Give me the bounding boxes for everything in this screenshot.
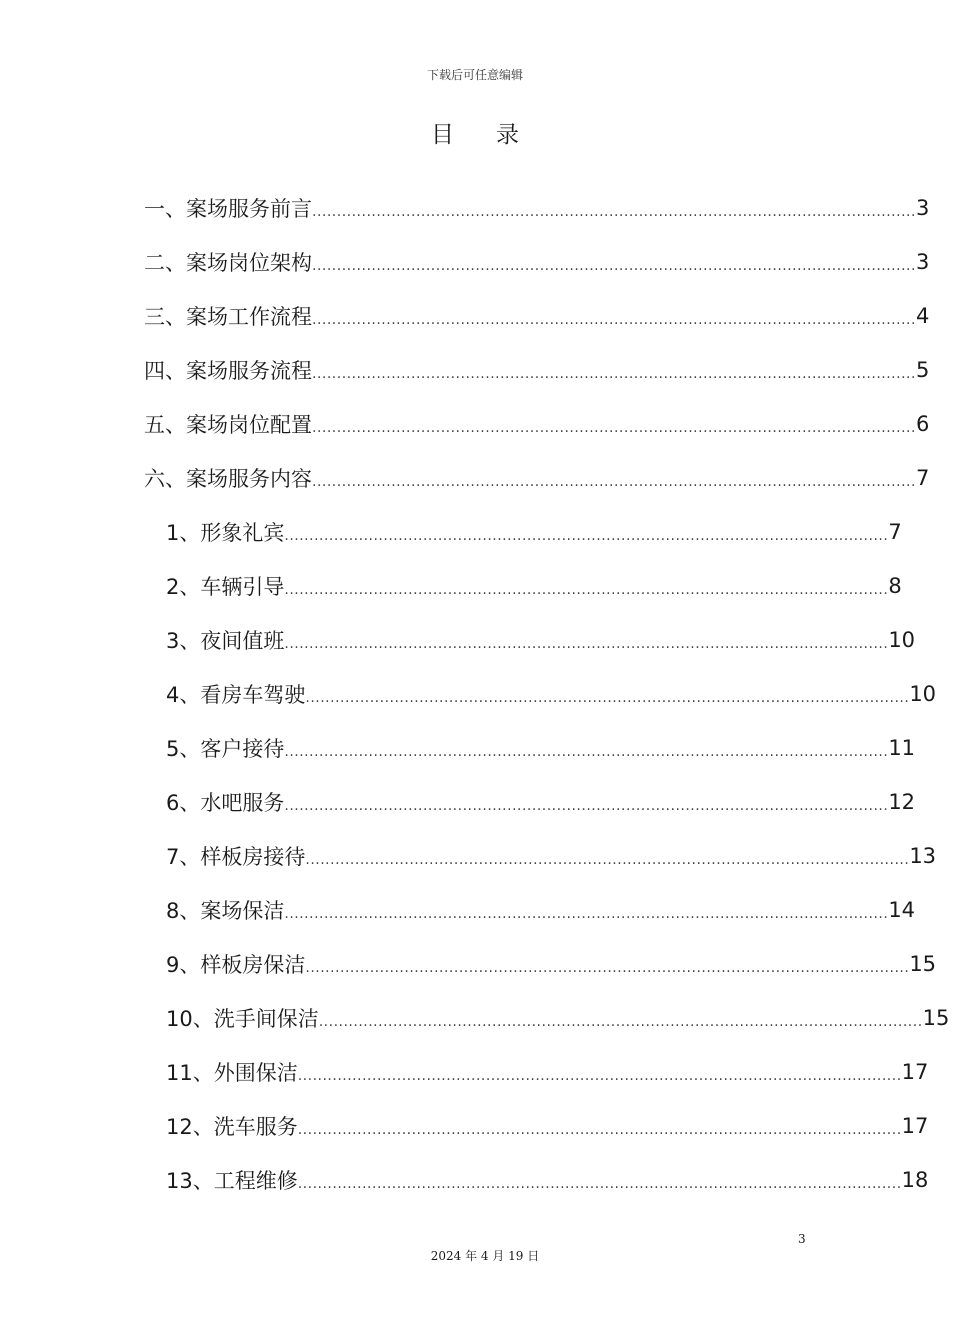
toc-entry[interactable] bbox=[144, 190, 930, 226]
toc-subentry[interactable] bbox=[166, 1108, 929, 1144]
dot-leader: .......................................................................................................................... bbox=[312, 204, 916, 220]
dot-leader: .......................................................................................................................... bbox=[305, 690, 910, 706]
toc-entry-label: 五、案场岗位配置 bbox=[144, 413, 312, 437]
toc-entry-page: 7 bbox=[888, 520, 902, 544]
dot-leader: .......................................................................................................................... bbox=[312, 366, 916, 382]
toc-subentry[interactable] bbox=[166, 730, 916, 766]
toc-entry-page: 6 bbox=[915, 412, 930, 436]
toc-entry-label: 3、夜间值班 bbox=[166, 629, 285, 653]
toc-entry-label: 1、形象礼宾 bbox=[166, 521, 285, 545]
toc-entry-label: 12、洗车服务 bbox=[166, 1115, 298, 1139]
toc-entry-label: 四、案场服务流程 bbox=[144, 359, 312, 383]
toc-entry-page: 12 bbox=[888, 790, 916, 814]
dot-leader: .......................................................................................................................... bbox=[284, 636, 889, 652]
toc-subentry[interactable] bbox=[166, 514, 902, 550]
toc-entry-page: 11 bbox=[888, 736, 916, 760]
toc-entry-label: 11、外围保洁 bbox=[166, 1061, 298, 1085]
toc-entry-label: 7、样板房接待 bbox=[166, 845, 306, 869]
toc-subentry[interactable] bbox=[166, 1000, 950, 1036]
toc-entry-page: 18 bbox=[901, 1168, 929, 1192]
toc-entry-page: 13 bbox=[909, 844, 937, 868]
toc-entry-label: 10、洗手间保洁 bbox=[166, 1007, 319, 1031]
toc-entry-label: 2、车辆引导 bbox=[166, 575, 285, 599]
toc-entry[interactable] bbox=[144, 406, 930, 442]
toc-entry-label: 8、案场保洁 bbox=[166, 899, 285, 923]
toc-subentry[interactable] bbox=[166, 622, 916, 658]
dot-leader: .......................................................................................................................... bbox=[312, 420, 916, 436]
toc-entry-page: 10 bbox=[909, 682, 937, 706]
dot-leader: .......................................................................................................................... bbox=[284, 528, 889, 544]
dot-leader: .......................................................................................................................... bbox=[297, 1176, 902, 1192]
toc-subentry[interactable] bbox=[166, 1054, 929, 1090]
toc-entry-label: 六、案场服务内容 bbox=[144, 467, 312, 491]
toc-entry-label: 5、客户接待 bbox=[166, 737, 285, 761]
dot-leader: .......................................................................................................................... bbox=[297, 1122, 902, 1138]
toc-entry-page: 15 bbox=[922, 1006, 950, 1030]
page-header: 下载后可任意编辑 bbox=[426, 68, 523, 82]
toc-entry-page: 14 bbox=[888, 898, 916, 922]
toc-subentry[interactable] bbox=[166, 568, 902, 604]
toc-entry-page: 17 bbox=[901, 1060, 929, 1084]
toc-entry-label: 一、案场服务前言 bbox=[144, 197, 312, 221]
title-char-1: 目 bbox=[431, 122, 454, 148]
toc-entry-label: 二、案场岗位架构 bbox=[144, 251, 312, 275]
toc-entry-page: 10 bbox=[888, 628, 916, 652]
toc-subentry[interactable] bbox=[166, 784, 916, 820]
toc-entry-page: 3 bbox=[915, 196, 930, 220]
toc-entry-page: 8 bbox=[888, 574, 902, 598]
toc-entry[interactable] bbox=[144, 352, 930, 388]
dot-leader: .......................................................................................................................... bbox=[305, 960, 910, 976]
dot-leader: .......................................................................................................................... bbox=[312, 258, 916, 274]
title-char-2: 录 bbox=[496, 122, 519, 148]
toc-entry-label: 4、看房车驾驶 bbox=[166, 683, 306, 707]
page-footer-date: 2024 年 4 月 19 日 bbox=[430, 1249, 540, 1263]
toc-subentry[interactable] bbox=[166, 892, 916, 928]
toc-entry-label: 6、水吧服务 bbox=[166, 791, 285, 815]
dot-leader: .......................................................................................................................... bbox=[284, 744, 889, 760]
toc-entry-page: 15 bbox=[909, 952, 937, 976]
dot-leader: .......................................................................................................................... bbox=[305, 852, 910, 868]
dot-leader: .......................................................................................................................... bbox=[297, 1068, 902, 1084]
toc-subentry[interactable] bbox=[166, 1162, 929, 1198]
toc-entry[interactable] bbox=[144, 298, 930, 334]
toc-entry-page: 7 bbox=[915, 466, 930, 490]
toc-entry[interactable] bbox=[144, 244, 930, 280]
toc-entry-page: 4 bbox=[915, 304, 930, 328]
toc-entry-label: 9、样板房保洁 bbox=[166, 953, 306, 977]
toc-entry-page: 17 bbox=[901, 1114, 929, 1138]
page-number: 3 bbox=[798, 1232, 806, 1246]
toc-entry-label: 三、案场工作流程 bbox=[144, 305, 312, 329]
page-title bbox=[0, 116, 950, 149]
toc-entry[interactable] bbox=[144, 460, 930, 496]
dot-leader: .......................................................................................................................... bbox=[284, 582, 889, 598]
dot-leader: .......................................................................................................................... bbox=[318, 1014, 923, 1030]
toc-subentry[interactable] bbox=[166, 946, 937, 982]
dot-leader: .......................................................................................................................... bbox=[312, 474, 916, 490]
dot-leader: .......................................................................................................................... bbox=[284, 906, 889, 922]
dot-leader: .......................................................................................................................... bbox=[312, 312, 916, 328]
dot-leader: .......................................................................................................................... bbox=[284, 798, 889, 814]
toc-subentry[interactable] bbox=[166, 838, 937, 874]
toc-entry-label: 13、工程维修 bbox=[166, 1169, 298, 1193]
toc-entry-page: 5 bbox=[915, 358, 930, 382]
toc-entry-page: 3 bbox=[915, 250, 930, 274]
toc-subentry[interactable] bbox=[166, 676, 937, 712]
